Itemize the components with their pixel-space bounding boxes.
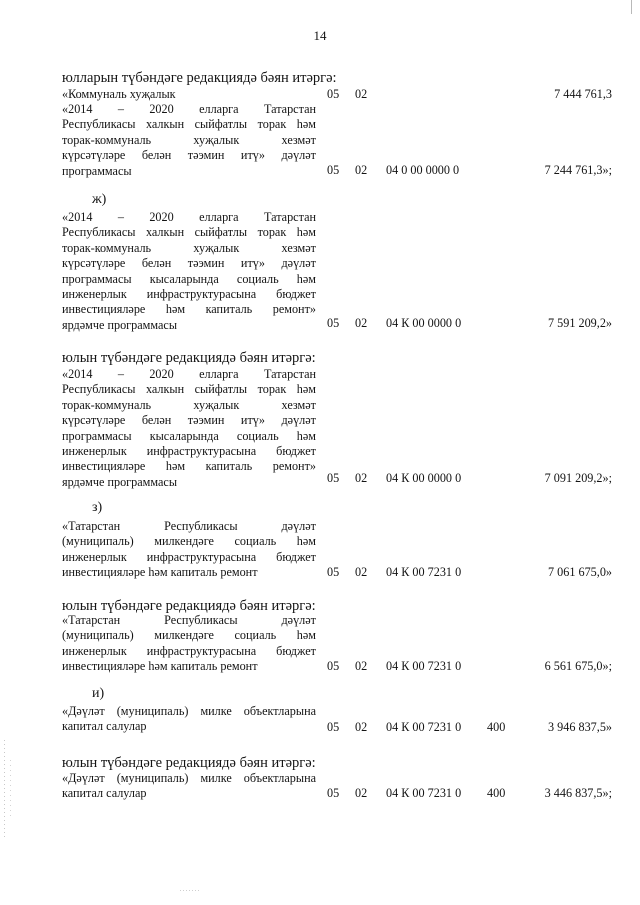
target-article-code: 04 К 00 7231 0: [386, 786, 462, 800]
row-description: «2014 – 2020 елларга Татарстан Республикасы халкын сыйфатлы торак һәм торак-коммуналь хуҗалык хезмәт күрсәтүләре белән тәэмин итү» дәүләт программасы: [62, 102, 316, 178]
code-subsection: 02: [355, 659, 368, 673]
scan-artifact: [631, 0, 632, 14]
section-heading: юлын түбәндәге редакциядә бәян итәргә:: [62, 755, 316, 771]
code-section: 05: [327, 786, 340, 800]
code-subsection: 02: [355, 565, 368, 579]
code-subsection: 02: [355, 316, 368, 330]
code-section: 05: [327, 471, 340, 485]
code-section: 05: [327, 720, 340, 734]
code-subsection: 02: [355, 163, 368, 177]
item-marker: з): [92, 500, 103, 515]
item-marker: и): [92, 686, 105, 701]
code-section: 05: [327, 163, 340, 177]
code-section: 05: [327, 659, 340, 673]
expense-type-code: 400: [487, 786, 506, 800]
scan-artifact: [180, 890, 200, 891]
row-description: «Коммуналь хуҗалык: [62, 87, 176, 101]
target-article-code: 04 К 00 7231 0: [386, 720, 462, 734]
row-description: «Дәүләт (муниципаль) милке объектларына капитал салулар: [62, 704, 316, 734]
row-description: «Татарстан Республикасы дәүләт (муниципаль) милкендәге социаль һәм инженерлык инфраструктурасына бюджет инвестицияләре һәм капиталь ремонт: [62, 613, 316, 674]
item-marker: ж): [92, 192, 107, 207]
code-section: 05: [327, 316, 340, 330]
code-subsection: 02: [355, 471, 368, 485]
code-subsection: 02: [355, 786, 368, 800]
amount: 7 591 209,2»: [548, 316, 612, 330]
target-article-code: 04 К 00 0000 0: [386, 471, 462, 485]
target-article-code: 04 К 00 0000 0: [386, 316, 462, 330]
row-description: «Татарстан Республикасы дәүләт (муниципаль) милкендәге социаль һәм инженерлык инфраструктурасына бюджет инвестицияләре һәм капиталь ремонт: [62, 519, 316, 580]
section-heading: юлын түбәндәге редакциядә бәян итәргә:: [62, 350, 316, 366]
amount: 3 946 837,5»: [548, 720, 612, 734]
row-description: «2014 – 2020 елларга Татарстан Республикасы халкын сыйфатлы торак һәм торак-коммуналь хуҗалык хезмәт күрсәтүләре белән тәэмин итү» дәүләт программасы кысаларында социаль һәм инженерлык инфраструктурасына бюджет инвестицияләре һәм капиталь ремонт» ярдәмче программасы: [62, 210, 316, 332]
amount: 7 091 209,2»;: [544, 471, 612, 485]
target-article-code: 04 0 00 0000 0: [386, 163, 460, 177]
target-article-code: 04 К 00 7231 0: [386, 659, 462, 673]
section-heading: юлын түбәндәге редакциядә бәян итәргә:: [62, 598, 316, 614]
section-heading: юлларын түбәндәге редакциядә бәян итәргә:: [62, 70, 337, 86]
scan-artifact: [10, 760, 11, 820]
code-subsection: 02: [355, 87, 368, 101]
amount: 7 244 761,3»;: [544, 163, 612, 177]
page-number: 14: [313, 28, 327, 43]
amount: 7 444 761,3: [554, 87, 612, 101]
code-subsection: 02: [355, 720, 368, 734]
code-section: 05: [327, 565, 340, 579]
expense-type-code: 400: [487, 720, 506, 734]
scan-artifact: [4, 740, 5, 840]
amount: 3 446 837,5»;: [544, 786, 612, 800]
amount: 7 061 675,0»: [548, 565, 612, 579]
row-description: «Дәүләт (муниципаль) милке объектларына капитал салулар: [62, 771, 316, 801]
row-description: «2014 – 2020 елларга Татарстан Республикасы халкын сыйфатлы торак һәм торак-коммуналь хуҗалык хезмәт күрсәтүләре белән тәэмин итү» дәүләт программасы кысаларында социаль һәм инженерлык инфраструктурасына бюджет инвестицияләре һәм капиталь ремонт» ярдәмче программасы: [62, 367, 316, 489]
amount: 6 561 675,0»;: [544, 659, 612, 673]
target-article-code: 04 К 00 7231 0: [386, 565, 462, 579]
code-section: 05: [327, 87, 340, 101]
